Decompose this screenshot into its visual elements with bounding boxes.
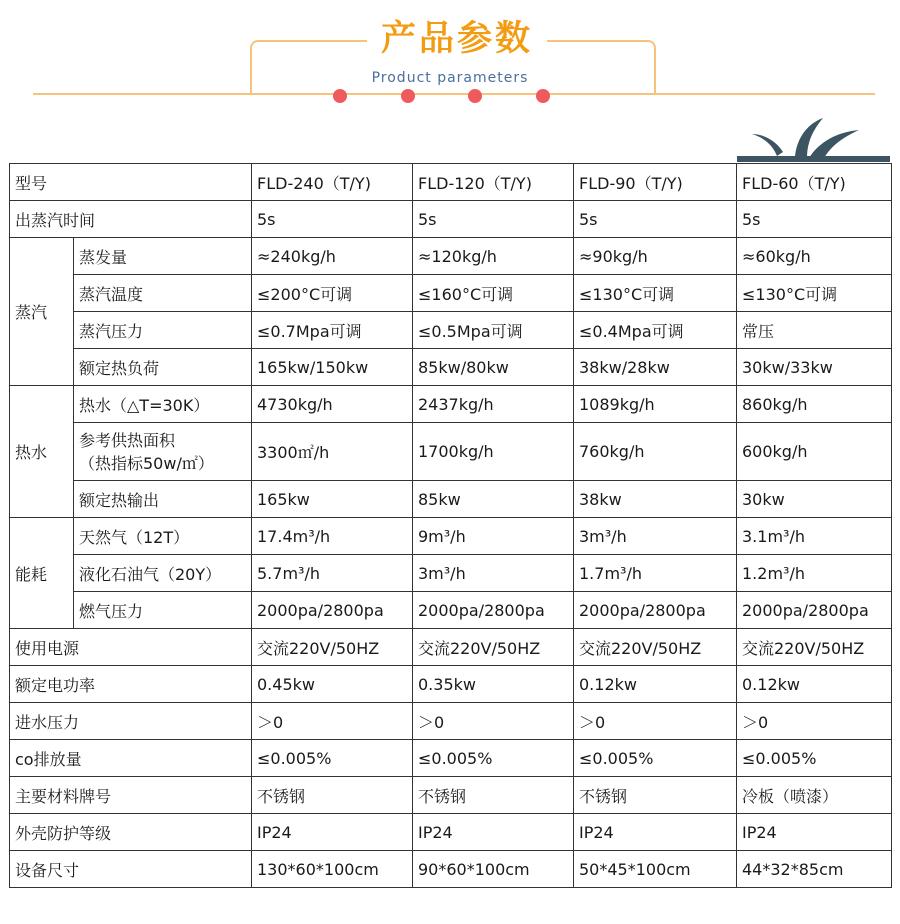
spec-value: ≈120kg/h [413,238,574,275]
sub-label: 蒸发量 [74,238,252,275]
table-row [10,666,892,703]
spec-value: 冷板（喷漆） [737,777,892,814]
table-row [10,703,892,740]
sub-label-note: （热指标50w/㎡） [79,453,214,473]
row-label: 额定电功率 [10,666,252,703]
sub-label: 热水（△T=30K） [74,386,252,423]
spec-value: ≈60kg/h [737,238,892,275]
spec-value: 不锈钢 [413,777,574,814]
spec-value: 0.12kw [737,666,892,703]
decor-dot [536,89,550,103]
spec-value: ＞0 [413,703,574,740]
page-title: 产品参数 [367,14,547,64]
spec-value: 17.4m³/h [252,518,413,555]
spec-value: IP24 [252,814,413,851]
row-label: co排放量 [10,740,252,777]
table-row [10,386,892,423]
spec-value: FLD-60（T/Y) [737,164,892,201]
spec-value: 1.2m³/h [737,555,892,592]
spec-value: ≤0.005% [737,740,892,777]
spec-value: ＞0 [574,703,737,740]
spec-value: 90*60*100cm [413,851,574,888]
spec-value: ≈240kg/h [252,238,413,275]
spec-value: 85kw [413,481,574,518]
spec-table [9,163,892,888]
spec-value: 2000pa/2800pa [413,592,574,629]
spec-value: 9m³/h [413,518,574,555]
table-row [10,814,892,851]
spec-value: 3.1m³/h [737,518,892,555]
table-row [10,629,892,666]
spec-value: 0.12kw [574,666,737,703]
spec-value: 165kw [252,481,413,518]
spec-value: FLD-240（T/Y) [252,164,413,201]
spec-value: 2000pa/2800pa [252,592,413,629]
sub-label: 蒸汽压力 [74,312,252,349]
spec-value: 交流220V/50HZ [574,629,737,666]
spec-value: 5s [413,201,574,238]
table-row [10,518,892,555]
table-row [10,201,892,238]
spec-value: 交流220V/50HZ [413,629,574,666]
spec-value: ≤0.5Mpa可调 [413,312,574,349]
spec-value: 130*60*100cm [252,851,413,888]
row-label: 设备尺寸 [10,851,252,888]
spec-value: 30kw/33kw [737,349,892,386]
spec-value: ≤160°C可调 [413,275,574,312]
leaf-decoration-icon [737,112,890,166]
spec-value: 3m³/h [413,555,574,592]
spec-value: ≤0.7Mpa可调 [252,312,413,349]
sub-label: 额定热输出 [74,481,252,518]
sub-label [74,423,252,481]
spec-value: IP24 [413,814,574,851]
spec-value: ≤0.005% [413,740,574,777]
table-row [10,164,892,201]
spec-value: ≤0.005% [574,740,737,777]
spec-value: ≤130°C可调 [574,275,737,312]
row-label: 进水压力 [10,703,252,740]
spec-value: 3m³/h [574,518,737,555]
row-label: 外壳防护等级 [10,814,252,851]
spec-value: ≤130°C可调 [737,275,892,312]
row-label: 出蒸汽时间 [10,201,252,238]
spec-value: FLD-120（T/Y) [413,164,574,201]
page-subtitle: Product parameters [371,70,529,86]
spec-value: 不锈钢 [574,777,737,814]
group-label: 蒸汽 [10,238,74,386]
table-row [10,592,892,629]
spec-value: 44*32*85cm [737,851,892,888]
spec-value: 860kg/h [737,386,892,423]
sub-label: 液化石油气（20Y） [74,555,252,592]
table-row [10,423,892,481]
spec-value: 5s [574,201,737,238]
spec-value: 165kw/150kw [252,349,413,386]
spec-value: ≤0.4Mpa可调 [574,312,737,349]
table-row [10,238,892,275]
spec-value: 2000pa/2800pa [574,592,737,629]
spec-value: 常压 [737,312,892,349]
spec-value: 38kw [574,481,737,518]
spec-value: 5.7m³/h [252,555,413,592]
sub-label: 额定热负荷 [74,349,252,386]
spec-value: ≈90kg/h [574,238,737,275]
table-row [10,777,892,814]
spec-value: 5s [252,201,413,238]
spec-value: ＞0 [737,703,892,740]
table-row [10,349,892,386]
spec-value: 50*45*100cm [574,851,737,888]
spec-value: 1.7m³/h [574,555,737,592]
spec-value: 3300㎡/h [252,423,413,481]
spec-value: 4730kg/h [252,386,413,423]
spec-value: ≤0.005% [252,740,413,777]
spec-value: 2000pa/2800pa [737,592,892,629]
sub-label-line: 参考供热面积 [79,430,176,450]
decor-dot [468,89,482,103]
spec-value: 不锈钢 [252,777,413,814]
spec-value: 交流220V/50HZ [737,629,892,666]
spec-value: 600kg/h [737,423,892,481]
spec-value: 0.35kw [413,666,574,703]
spec-value: ≤200°C可调 [252,275,413,312]
row-label: 型号 [10,164,252,201]
spec-value: 38kw/28kw [574,349,737,386]
spec-value: 1700kg/h [413,423,574,481]
decor-dot [333,89,347,103]
sub-label: 蒸汽温度 [74,275,252,312]
spec-value: FLD-90（T/Y) [574,164,737,201]
spec-value: ＞0 [252,703,413,740]
spec-value: 0.45kw [252,666,413,703]
table-row [10,555,892,592]
spec-value: 交流220V/50HZ [252,629,413,666]
row-label: 使用电源 [10,629,252,666]
decor-dot [401,89,415,103]
table-row [10,851,892,888]
table-row [10,481,892,518]
spec-value: 1089kg/h [574,386,737,423]
page-header [0,0,900,150]
spec-value: 30kw [737,481,892,518]
table-row [10,275,892,312]
spec-value: IP24 [574,814,737,851]
sub-label: 天然气（12T） [74,518,252,555]
group-label: 能耗 [10,518,74,629]
spec-value: 760kg/h [574,423,737,481]
spec-value: IP24 [737,814,892,851]
row-label: 主要材料牌号 [10,777,252,814]
spec-value: 2437kg/h [413,386,574,423]
spec-value: 85kw/80kw [413,349,574,386]
sub-label: 燃气压力 [74,592,252,629]
table-row [10,740,892,777]
table-row [10,312,892,349]
group-label: 热水 [10,386,74,518]
spec-value: 5s [737,201,892,238]
